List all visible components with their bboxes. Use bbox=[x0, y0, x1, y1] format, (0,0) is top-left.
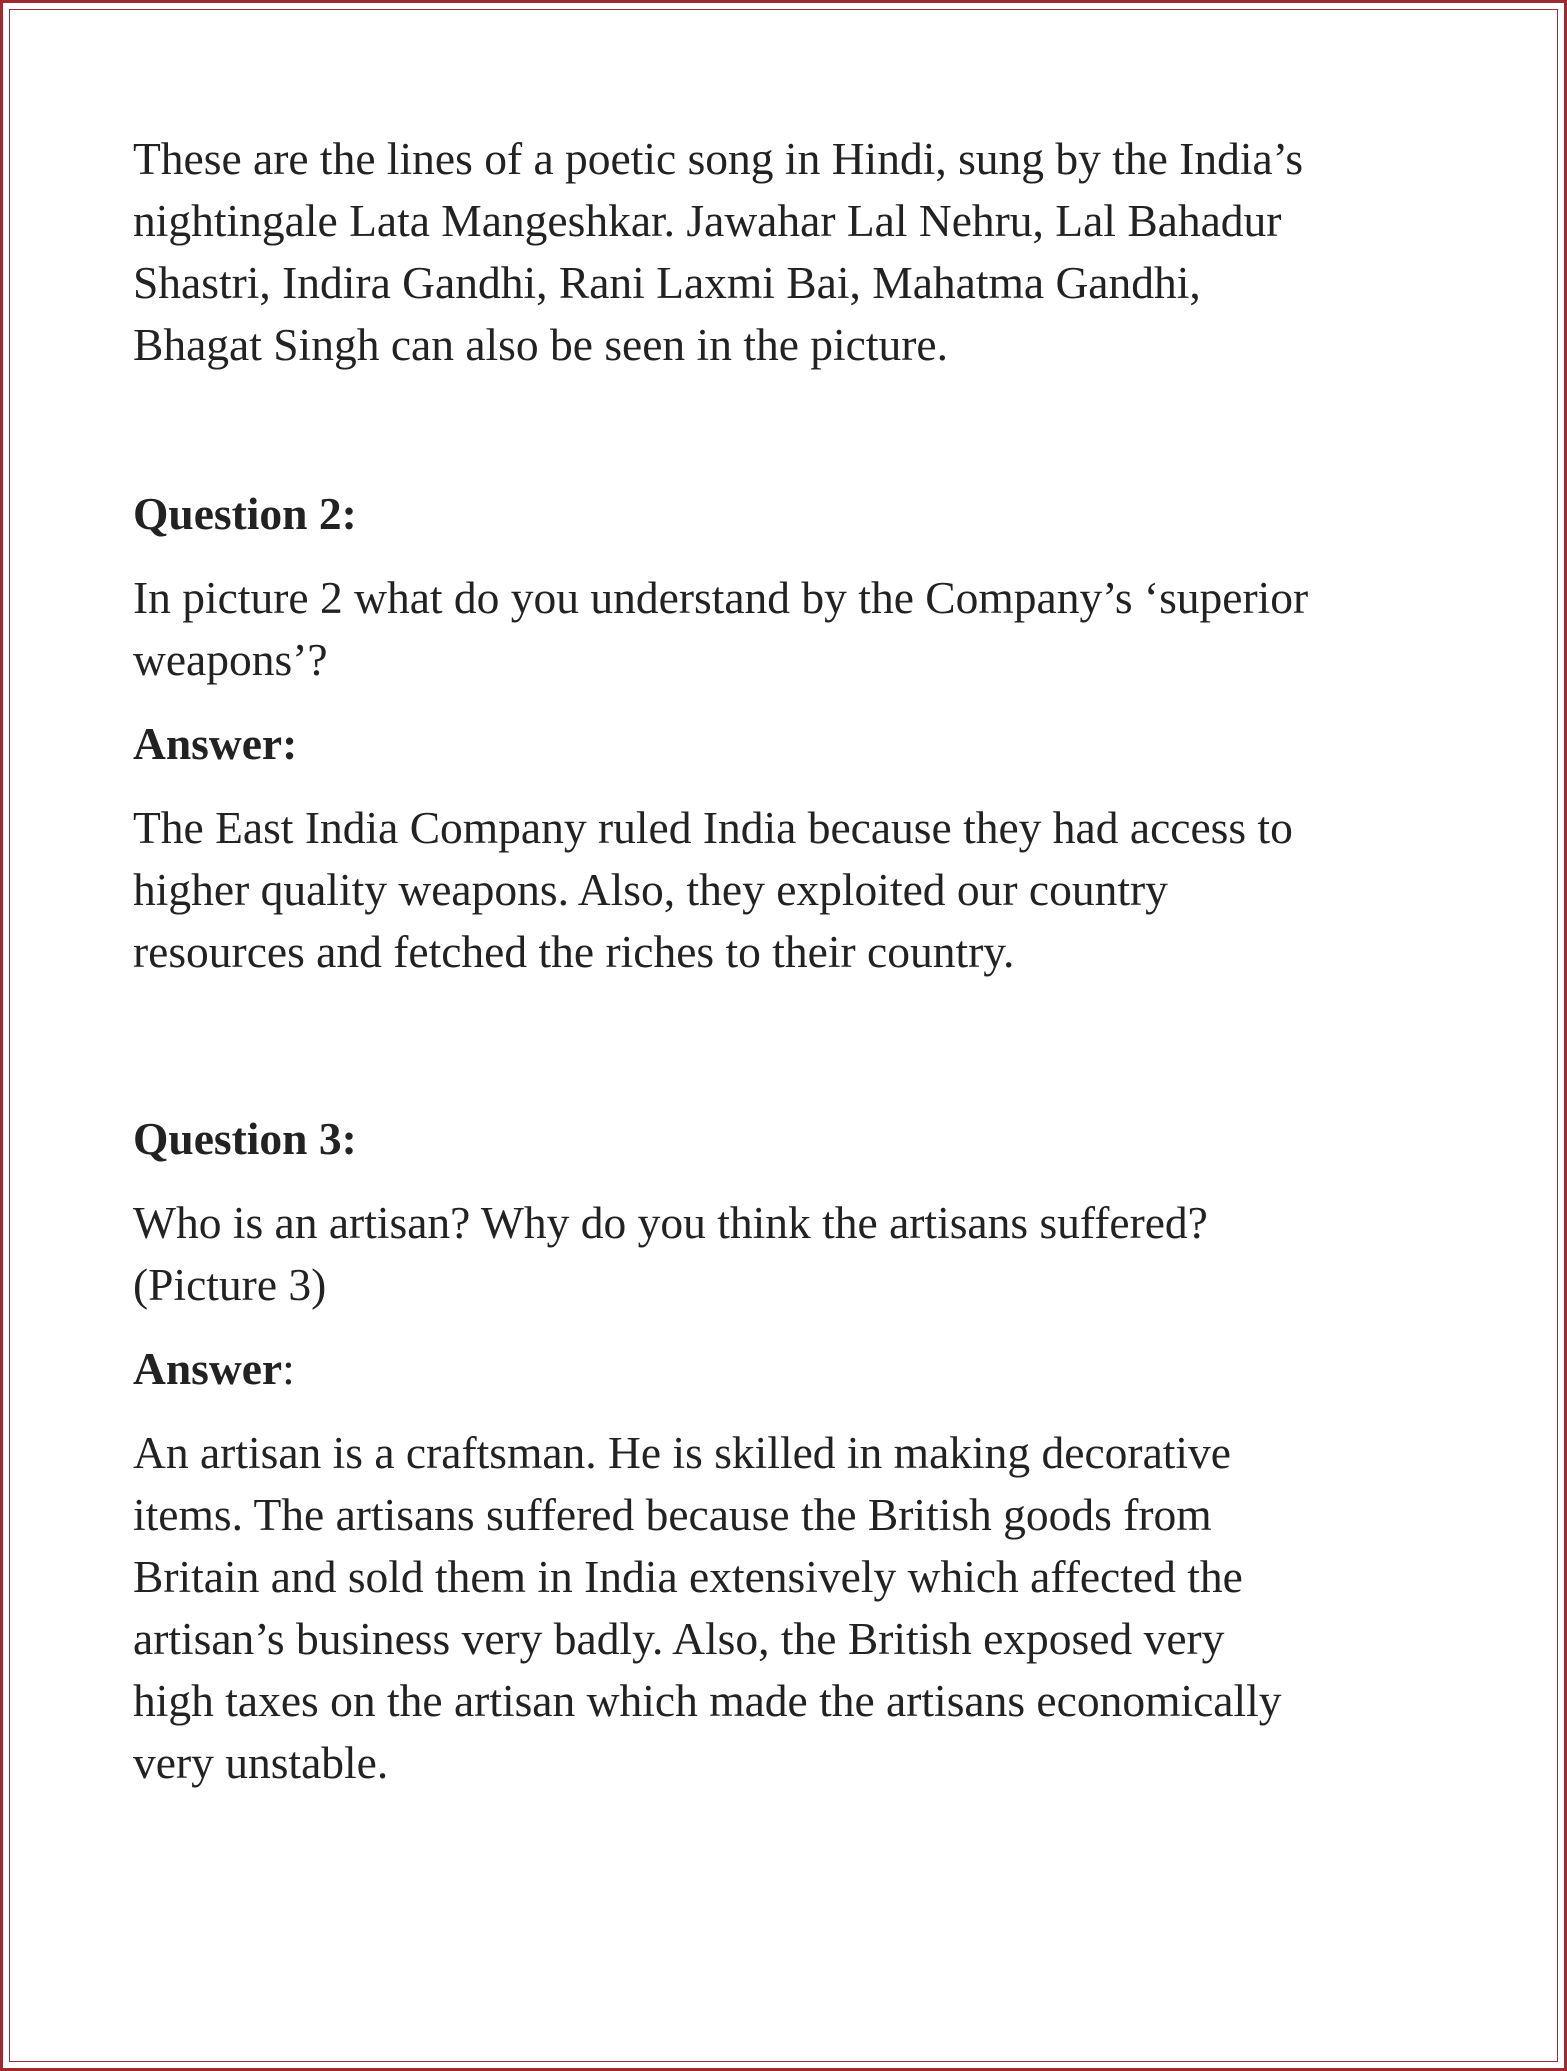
question-3-line: Who is an artisan? Why do you think the artisans suffered? bbox=[133, 1197, 1208, 1248]
intro-line: nightingale Lata Mangeshkar. Jawahar Lal Nehru, Lal Bahadur bbox=[133, 195, 1282, 246]
answer-3-heading bbox=[133, 1338, 1453, 1400]
answer-3-heading-label: Answer bbox=[133, 1343, 283, 1394]
answer-2-heading: Answer: bbox=[133, 718, 298, 769]
document-body bbox=[133, 128, 1453, 1794]
intro-line: Bhagat Singh can also be seen in the picture. bbox=[133, 319, 948, 370]
answer-3-line: very unstable. bbox=[133, 1737, 389, 1788]
answer-3-line: Britain and sold them in India extensively which affected the bbox=[133, 1551, 1243, 1602]
answer-3-text bbox=[133, 1422, 1453, 1794]
answer-2-line: resources and fetched the riches to their country. bbox=[133, 926, 1015, 977]
intro-line: Shastri, Indira Gandhi, Rani Laxmi Bai, Mahatma Gandhi, bbox=[133, 257, 1201, 308]
answer-3-line: An artisan is a craftsman. He is skilled in making decorative bbox=[133, 1427, 1231, 1478]
intro-paragraph bbox=[133, 128, 1453, 376]
answer-3-line: artisan’s business very badly. Also, the British exposed very bbox=[133, 1613, 1225, 1664]
intro-line: These are the lines of a poetic song in Hindi, sung by the India’s bbox=[133, 133, 1304, 184]
question-2-text bbox=[133, 567, 1453, 691]
answer-3-line: items. The artisans suffered because the British goods from bbox=[133, 1489, 1212, 1540]
question-2-line: weapons’? bbox=[133, 634, 328, 685]
answer-3-line: high taxes on the artisan which made the artisans economically bbox=[133, 1675, 1282, 1726]
answer-2-line: The East India Company ruled India because they had access to bbox=[133, 802, 1293, 853]
answer-2-line: higher quality weapons. Also, they exploited our country bbox=[133, 864, 1168, 915]
question-2-line: In picture 2 what do you understand by the Company’s ‘superior bbox=[133, 572, 1309, 623]
question-3-heading: Question 3: bbox=[133, 1113, 357, 1164]
answer-2-text bbox=[133, 797, 1453, 983]
question-2-heading: Question 2: bbox=[133, 488, 357, 539]
answer-3-heading-colon: : bbox=[282, 1343, 295, 1394]
question-3-text bbox=[133, 1192, 1453, 1316]
question-3-line: (Picture 3) bbox=[133, 1259, 327, 1310]
